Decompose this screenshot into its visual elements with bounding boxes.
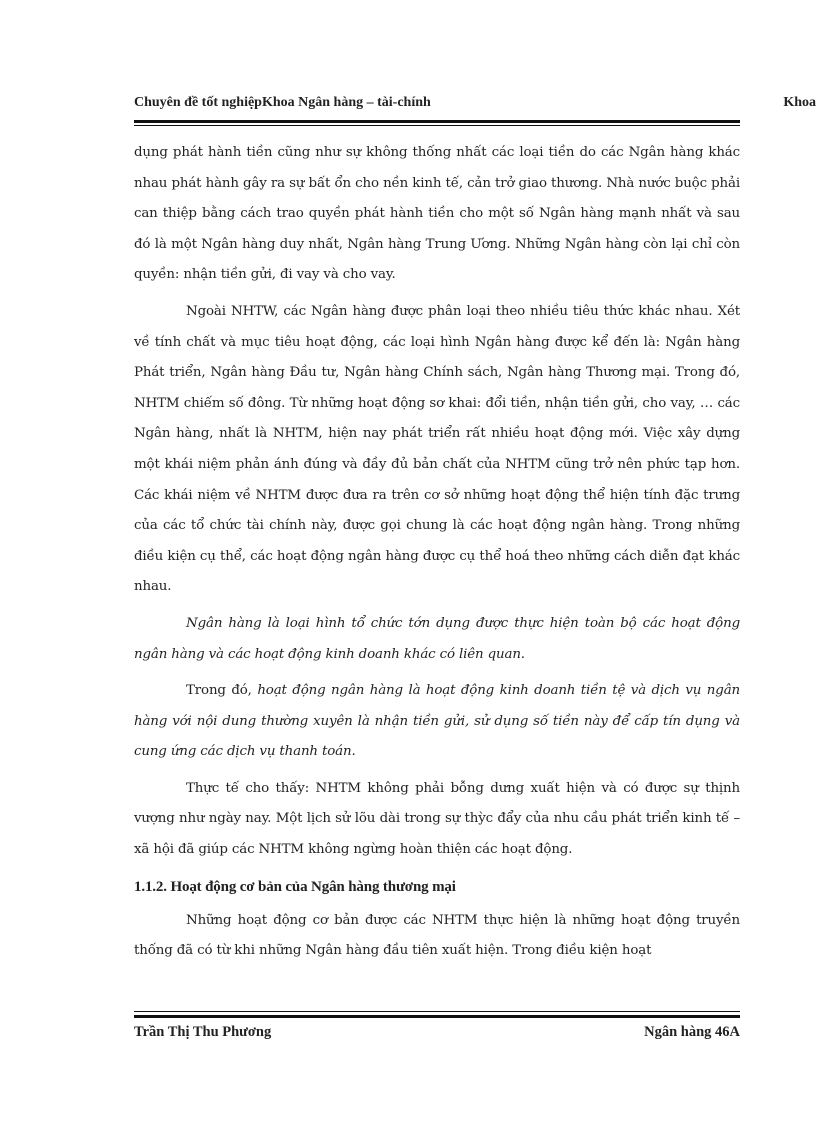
page-header xyxy=(134,93,816,115)
paragraph-4 xyxy=(134,676,740,768)
header-department: Khoa xyxy=(783,95,816,110)
page-footer xyxy=(134,1024,740,1044)
paragraph-definition: Ngân hàng là loại hình tổ chức tớn dụng được thực hiện toàn bộ các hoạt động ngân hàng và các hoạt động kinh doanh khác có liên quan. xyxy=(134,615,740,662)
paragraph-2: Ngoài NHTW, các Ngân hàng được phân loại theo nhiều tiêu thức khác nhau. Xét về tính chất và mục tiêu hoạt động, các loại hình Ngân hàng được kể đến là: Ngân hàng Phát triển, Ngân hàng Đầu tư, Ngân hàng Chính sách, Ngân hàng Thương mại. Trong đó, NHTM chiếm số đông. Từ những hoạt động sơ khai: đổi tiền, nhận tiền gửi, cho vay, … các Ngân hàng, nhất là NHTM, hiện nay phát triển rất nhiều hoạt động mới. Việc xây dựng một khái niệm phản ánh đúng và đầy đủ bản chất của NHTM cũng trở nên phức tạp hơn. Các khái niệm về NHTM được đưa ra trên cơ sở những hoạt động thể hiện tính đặc trưng của các tổ chức tài chính này, được gọi chung là các hoạt động ngân hàng. Trong những điều kiện cụ thể, các hoạt động ngân hàng được cụ thể hoá theo những cách diễn đạt khác nhau. xyxy=(134,303,740,595)
header-title: Chuyên đề tốt nghiệpKhoa Ngân hàng – tài-chính xyxy=(134,95,431,110)
document-body xyxy=(134,138,740,973)
paragraph-6: Những hoạt động cơ bản được các NHTM thực hiện là những hoạt động truyền thống đã có từ khi những Ngân hàng đầu tiên xuất hiện. Trong điều kiện hoạt xyxy=(134,912,740,959)
header-rule-thick xyxy=(134,120,740,123)
footer-rule-thick xyxy=(134,1015,740,1018)
section-heading: 1.1.2. Hoạt động cơ bản của Ngân hàng thương mại xyxy=(134,878,456,895)
paragraph-5: Thực tế cho thấy: NHTM không phải bỗng dưng xuất hiện và có được sự thịnh vượng như ngày nay. Một lịch sử lõu dài trong sự thỳc đẩy của nhu cầu phát triển kinh tế – xã hội đã giúp các NHTM không ngừng hoàn thiện các hoạt động. xyxy=(134,780,740,858)
footer-class: Ngân hàng 46A xyxy=(644,1024,740,1040)
footer-rule-thin xyxy=(134,1011,740,1012)
paragraph-1: dụng phát hành tiền cũng như sự không thống nhất các loại tiền do các Ngân hàng khác nhau phát hành gây ra sự bất ổn cho nền kinh tế, cản trở giao thương. Nhà nước buộc phải can thiệp bằng cách trao quyền phát hành tiền cho một số Ngân hàng mạnh nhất và sau đó là một Ngân hàng duy nhất, Ngân hàng Trung Ương. Những Ngân hàng còn lại chỉ còn quyền: nhận tiền gửi, đi vay và cho vay. xyxy=(134,145,740,283)
header-rule-thin xyxy=(134,125,740,126)
paragraph-4-italic: hoạt động ngân hàng là hoạt động kinh doanh tiền tệ và dịch vụ ngân hàng với nội dung thường xuyên là nhận tiền gửi, sử dụng số tiền này để cấp tín dụng và cung ứng các dịch vụ thanh toán. xyxy=(134,683,740,760)
footer-author: Trần Thị Thu Phương xyxy=(134,1024,272,1040)
paragraph-4-lead: Trong đó, xyxy=(186,683,258,699)
